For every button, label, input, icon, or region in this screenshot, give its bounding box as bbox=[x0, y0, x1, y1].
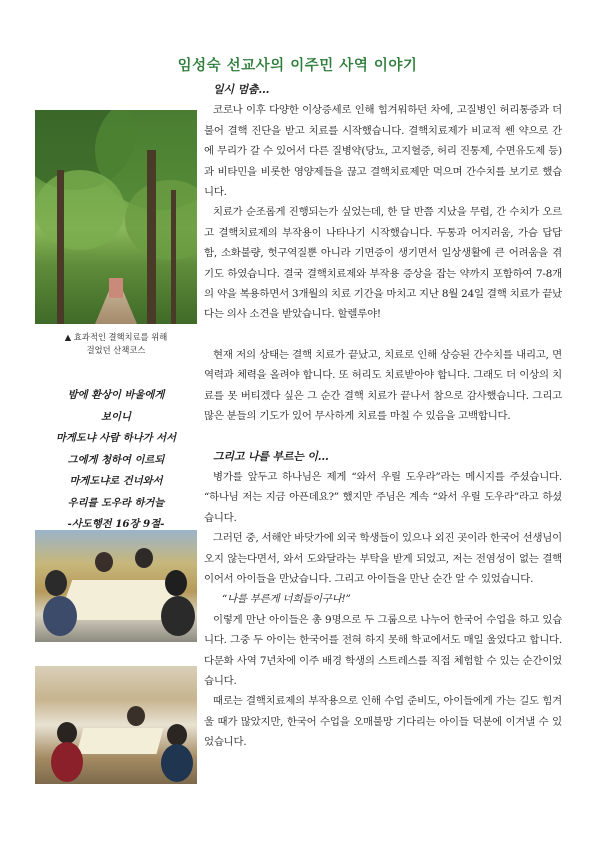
photo-caption: ▲ 효과적인 결핵치료를 위해 걸었던 산책코스 bbox=[64, 332, 168, 355]
verse-line: 보이니 bbox=[101, 410, 131, 423]
paragraph: 때로는 결핵치료제의 부작용으로 인해 수업 준비도, 아이들에게 가는 길도 힘겨울 때가 많았지만, 한국어 수업을 오매불망 기다리는 아이들 덕분에 이겨낼 수 있었습니다. bbox=[204, 695, 562, 749]
verse-line: 마게도냐 사람 하나가 서서 bbox=[55, 432, 177, 444]
classroom-photo-1 bbox=[35, 530, 197, 642]
walking-path-photo bbox=[35, 110, 197, 324]
section-heading: 일시 멈춤... bbox=[213, 83, 270, 96]
page-title: 임성숙 선교사의 이주민 사역 이야기 bbox=[177, 58, 418, 74]
paragraph: 병가를 앞두고 하나님은 제게 “와서 우릴 도우라”라는 메시지를 주셨습니다. “하나님 저는 지금 아픈데요?” 했지만 주님은 계속 “와서 우릴 도우라”라고 하셨습니다. bbox=[204, 470, 562, 524]
verse-line: 마게도냐로 건너와서 bbox=[69, 475, 163, 487]
paragraph: 치료가 순조롭게 진행되는가 싶었는데, 한 달 반쯤 지났을 무렵, 간 수치가 오르고 결핵치료제의 부작용이 나타나기 시작했습니다. 두통과 어지러움, 가슴 답답함, 소화불량, 헛구역질뿐 아니라 기면증이 생기면서 일상생활에 큰 어려움을 겪기도 하였습니다. 결국 결핵치료제와 부작용 증상을 잡는 약까지 포함하여 7-8개의 약을 복용하면서 3개월의 치료 기간을 마치고 지난 8월 24일 결핵 치료가 끝났다는 의사 소견을 받았습니다. 할렐루야! bbox=[204, 206, 562, 321]
classroom-photo-2 bbox=[35, 666, 197, 784]
paragraph: 코로나 이후 다양한 이상증세로 인해 힘겨워하던 차에, 고질병인 허리통증과 더불어 결핵 진단을 받고 치료를 시작했습니다. 결핵치료제가 비교적 쎈 약으로 간에 무리가 갈 수 있어서 다른 질병약(당뇨, 고지혈증, 허리 진통제, 수면유도제 등)과 비타민을 비롯한 영양제들을 끊고 결핵치료제만 먹으며 간수치를 보기로 했습니다. bbox=[204, 104, 562, 199]
verse-line: 밤에 환상이 바울에게 bbox=[67, 389, 165, 401]
quote: “나를 부른게 너희들이구나!” bbox=[222, 593, 351, 606]
main-article bbox=[204, 80, 562, 753]
verse-line: 우리를 도우라 하거늘 bbox=[67, 496, 165, 509]
paragraph: 이렇게 만난 아이들은 총 9명으로 두 그룹으로 나누어 한국어 수업을 하고 있습니다. 그중 두 아이는 한국어를 전혀 하지 못해 학교에서도 매일 울었다고 합니다. 다문화 사역 7년차에 이주 배경 학생의 스트레스를 직접 체험할 수 있는 순간이었습니다. bbox=[204, 613, 562, 687]
verse-line: 그에게 청하여 이르되 bbox=[67, 453, 165, 466]
paragraph: 그러던 중, 서해안 바닷가에 외국 학생들이 있으나 외진 곳이라 한국어 선생님이 오지 않는다면서, 와서 도와달라는 부탁을 받게 되었고, 저는 전염성이 없는 결핵이어서 아이들을 만났습니다. 그리고 아이들을 만난 순간 알 수 있었습니다. bbox=[204, 532, 562, 585]
left-column bbox=[35, 110, 197, 357]
verse-reference: -사도행전 16장 9절- bbox=[67, 518, 165, 530]
section-heading: 그리고 나를 부르는 이... bbox=[213, 449, 329, 463]
paragraph: 현재 저의 상태는 결핵 치료가 끝났고, 치료로 인해 상승된 간수치를 내리고, 면역력과 체력을 올려야 합니다. 또 허리도 치료받아야 합니다. 그래도 더 이상의 치료를 못 버티겠다 싶은 그 순간 결핵 치료가 끝나서 참으로 감사했습니다. 그리고 많은 분들의 기도가 있어 무사하게 치료를 마칠 수 있음을 고백합니다. bbox=[204, 348, 562, 423]
bible-verse bbox=[35, 385, 197, 536]
